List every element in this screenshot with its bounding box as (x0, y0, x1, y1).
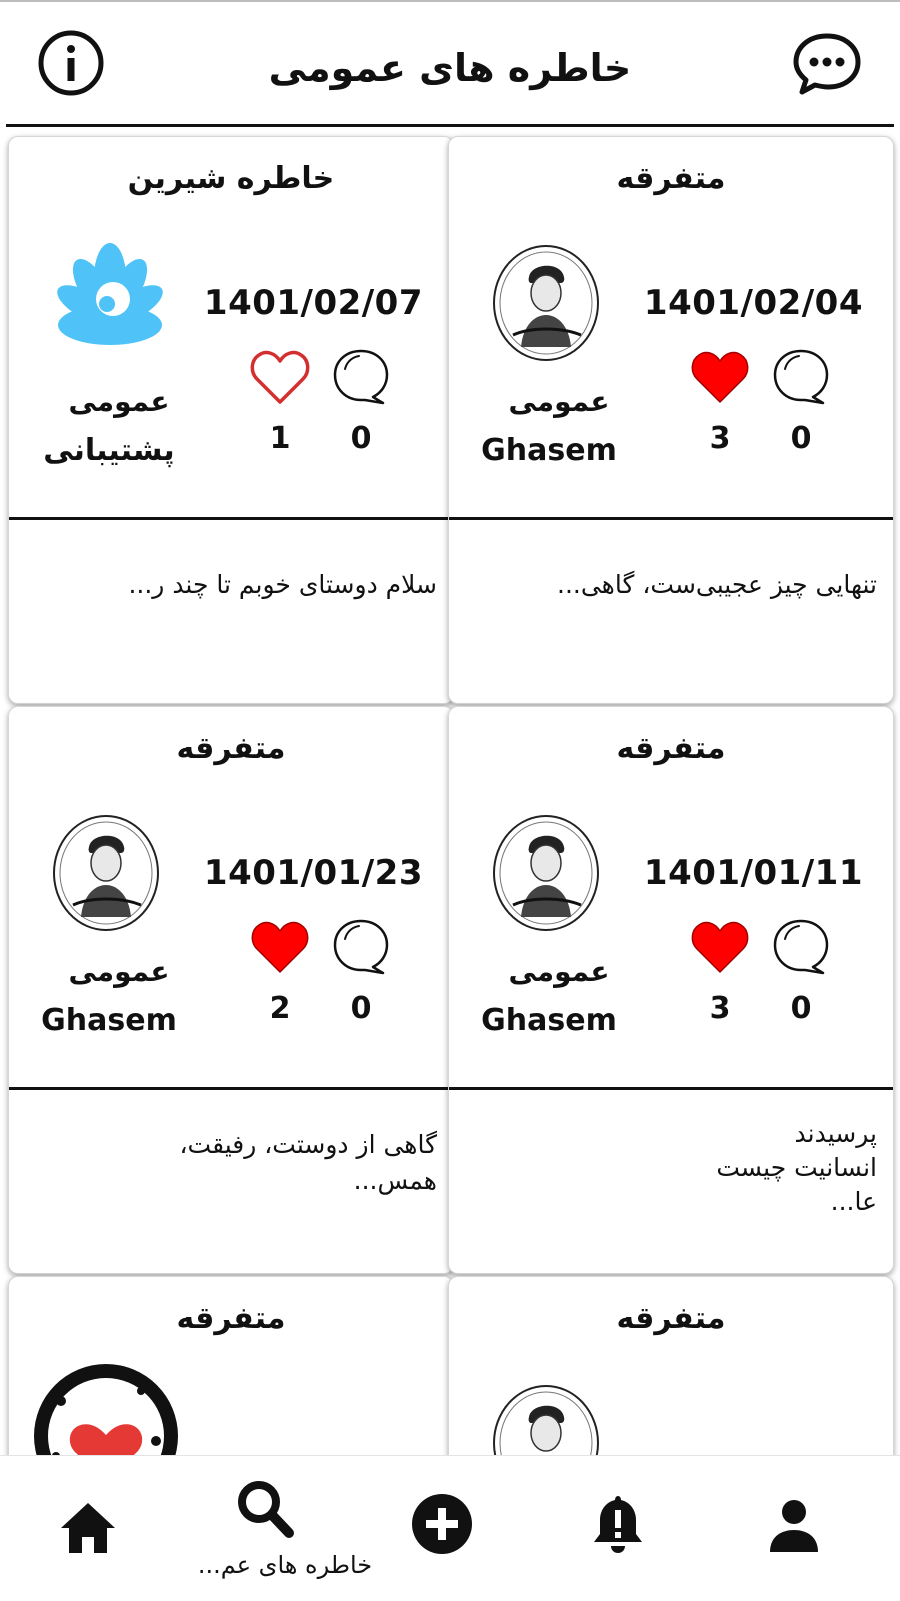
header-divider (6, 124, 894, 127)
shell-logo-avatar[interactable] (49, 237, 171, 359)
card-date: 1401/01/11 (643, 853, 863, 893)
home-icon (58, 1500, 118, 1556)
memory-excerpt: پرسیدند انسانیت چیست عا... (716, 1119, 877, 1216)
user-portrait-avatar[interactable] (491, 1383, 601, 1455)
top-app-bar (0, 2, 900, 122)
card-category: متفرقه (616, 1301, 726, 1336)
add-circle-icon (410, 1492, 474, 1556)
notification-bell-icon (590, 1492, 646, 1556)
card-category: متفرقه (176, 731, 286, 766)
visibility-label: عمومی (68, 385, 170, 418)
card-divider (9, 1087, 453, 1090)
card-date: 1401/02/04 (643, 283, 863, 323)
card-date: 1401/01/23 (203, 853, 423, 893)
memory-excerpt: تنهایی چیز عجیبی‌ست، گاهی... (557, 570, 877, 599)
heart-outline-icon[interactable] (249, 349, 311, 407)
comment-bubble-icon[interactable] (331, 917, 391, 975)
memory-excerpt: گاهی از دوستت، رفیقت، همس... (179, 1130, 437, 1195)
user-portrait-avatar[interactable] (491, 813, 601, 933)
memory-card[interactable] (8, 706, 454, 1274)
like-count: 3 (709, 991, 731, 1026)
page-title: خاطره های عمومی (268, 46, 632, 90)
card-divider (9, 517, 453, 520)
like-count: 1 (269, 421, 291, 456)
visibility-label: عمومی (68, 955, 170, 988)
profile-icon (766, 1498, 822, 1554)
card-divider (449, 517, 893, 520)
comment-count: 0 (350, 421, 372, 456)
user-portrait-avatar[interactable] (491, 243, 601, 363)
comment-bubble-icon[interactable] (771, 917, 831, 975)
nav-profile[interactable] (734, 1456, 854, 1601)
comment-bubble-icon[interactable] (331, 347, 391, 405)
visibility-label: عمومی (508, 955, 610, 988)
comment-count: 0 (790, 421, 812, 456)
memory-excerpt: سلام دوستای خوبم تا چند ر... (128, 570, 437, 599)
card-date: 1401/02/07 (203, 283, 423, 323)
heart-filled-icon[interactable] (689, 919, 751, 977)
memory-card[interactable] (448, 136, 894, 704)
card-category: خاطره شیرین (127, 161, 335, 196)
author-name: Ghasem (481, 433, 617, 468)
heart-filled-icon[interactable] (689, 349, 751, 407)
card-category: متفرقه (176, 1301, 286, 1336)
memory-card[interactable] (8, 1276, 454, 1455)
comment-bubble-icon[interactable] (771, 347, 831, 405)
user-portrait-avatar[interactable] (51, 813, 161, 933)
nav-search-label: خاطره های عم... (197, 1551, 373, 1579)
memory-card[interactable] (8, 136, 454, 704)
chat-bubble-icon[interactable] (792, 28, 862, 98)
memories-feed[interactable] (0, 130, 900, 1455)
bottom-navigation (0, 1455, 900, 1601)
author-name: Ghasem (481, 1003, 617, 1038)
author-name: Ghasem (41, 1003, 177, 1038)
comment-count: 0 (790, 991, 812, 1026)
visibility-label: عمومی (508, 385, 610, 418)
like-count: 3 (709, 421, 731, 456)
nav-search[interactable] (197, 1456, 373, 1601)
memory-card[interactable] (448, 1276, 894, 1455)
card-category: متفرقه (616, 161, 726, 196)
like-count: 2 (269, 991, 291, 1026)
nav-add[interactable] (382, 1456, 502, 1601)
search-icon (235, 1478, 295, 1540)
heart-splash-avatar[interactable] (31, 1361, 181, 1455)
card-category: متفرقه (616, 731, 726, 766)
nav-home[interactable] (28, 1456, 148, 1601)
heart-filled-icon[interactable] (249, 919, 311, 977)
memory-card[interactable] (448, 706, 894, 1274)
comment-count: 0 (350, 991, 372, 1026)
card-divider (449, 1087, 893, 1090)
nav-notifications[interactable] (558, 1456, 678, 1601)
author-name: پشتیبانی (43, 433, 175, 468)
